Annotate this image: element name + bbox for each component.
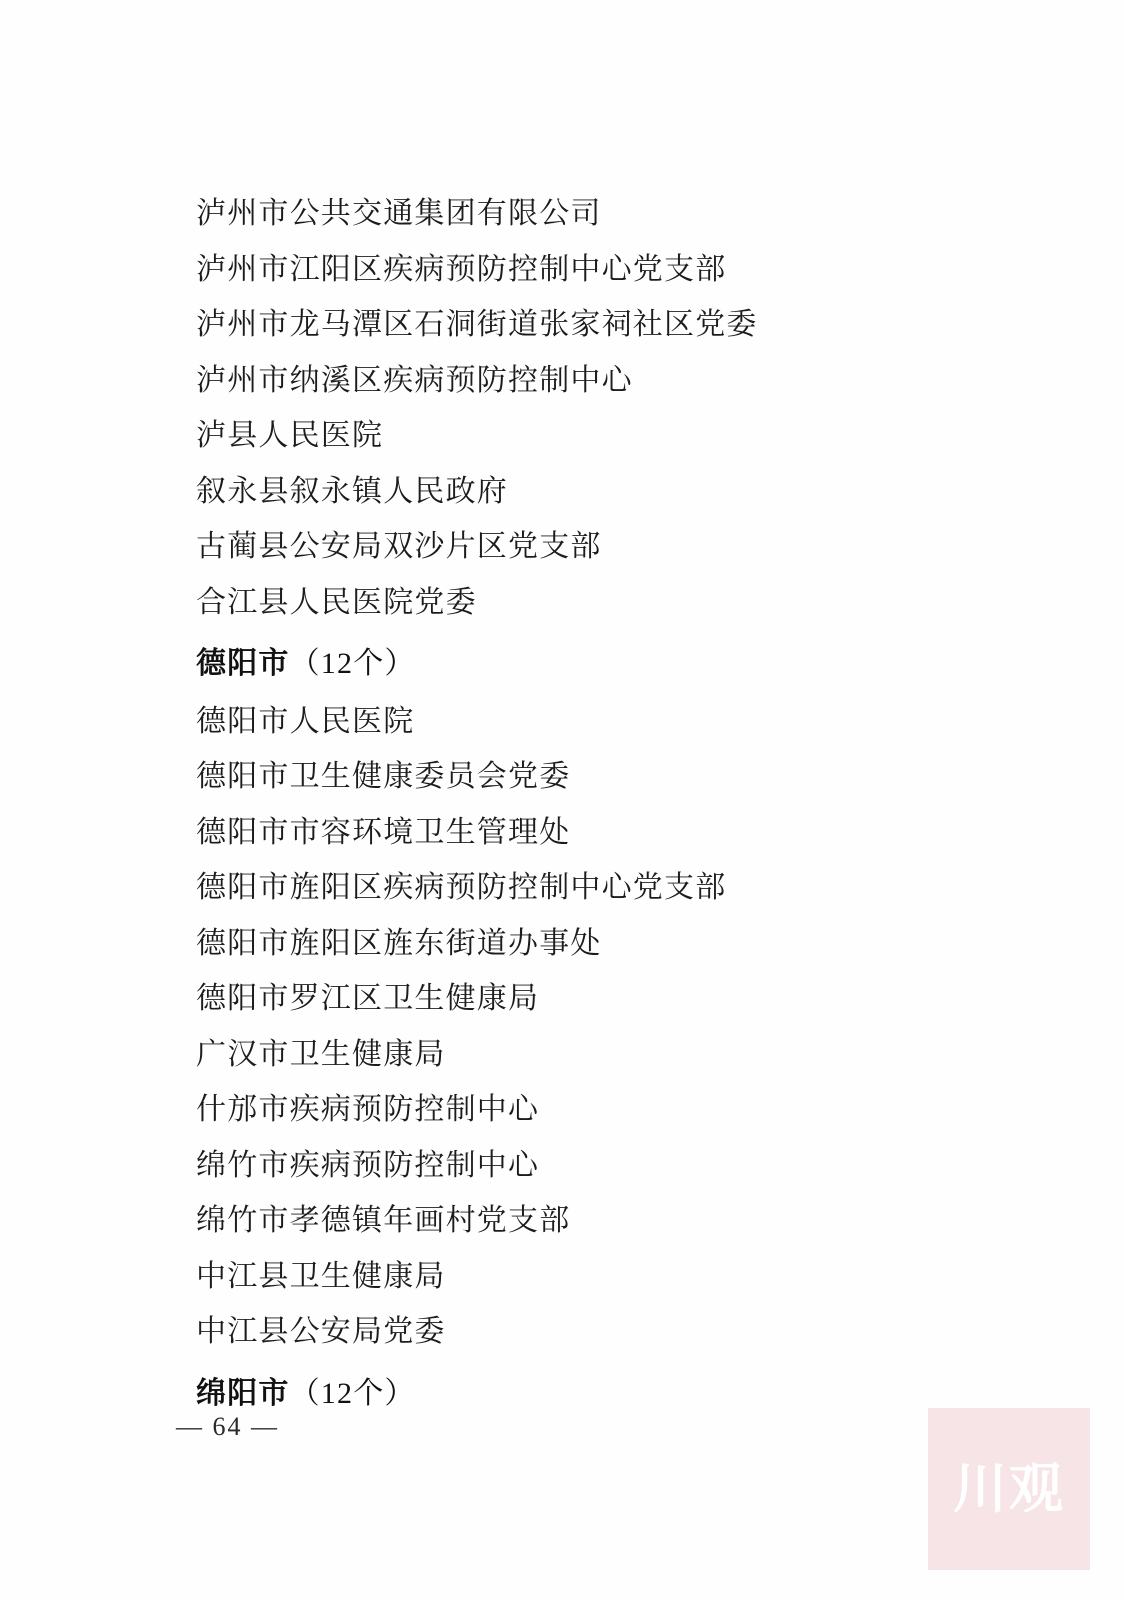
section-heading-count: （12个） [289,1376,416,1410]
list-item: 德阳市旌阳区旌东街道办事处 [196,926,602,960]
page-number: — 64 — [176,1412,279,1441]
watermark-badge [928,1408,1090,1570]
list-item: 德阳市卫生健康委员会党委 [196,760,571,793]
list-item: 绵竹市孝德镇年画村党支部 [196,1204,571,1237]
list-item: 德阳市罗江区卫生健康局 [196,982,540,1015]
list-item: 德阳市市容环境卫生管理处 [196,815,571,849]
document-body [196,186,916,1423]
list-item: 德阳市人民医院 [196,704,415,738]
list-item: 泸州市龙马潭区石洞街道张家祠社区党委 [196,308,758,341]
section-heading-city: 德阳市 [196,647,290,680]
list-item: 中江县公安局党委 [196,1315,446,1348]
list-item: 泸县人民医院 [196,419,384,452]
list-item: 泸州市江阳区疾病预防控制中心党支部 [196,252,727,286]
section-heading-city: 绵阳市 [196,1376,290,1410]
watermark-label: 川观 [953,1459,1065,1519]
list-item: 什邡市疾病预防控制中心 [196,1093,540,1126]
list-item: 叙永县叙永镇人民政府 [196,474,508,508]
list-item: 绵竹市疾病预防控制中心 [196,1148,540,1182]
section-heading [196,636,916,692]
list-item: 中江县卫生健康局 [196,1259,446,1293]
list-item: 德阳市旌阳区疾病预防控制中心党支部 [196,871,727,904]
list-item: 合江县人民医院党委 [196,585,477,619]
list-item: 泸州市公共交通集团有限公司 [196,197,602,230]
list-item: 广汉市卫生健康局 [196,1037,446,1071]
list-item: 泸州市纳溪区疾病预防控制中心 [196,363,633,397]
list-item: 古蔺县公安局双沙片区党支部 [196,530,602,563]
section-heading [196,1366,916,1422]
section-heading-count: （12个） [289,647,416,680]
